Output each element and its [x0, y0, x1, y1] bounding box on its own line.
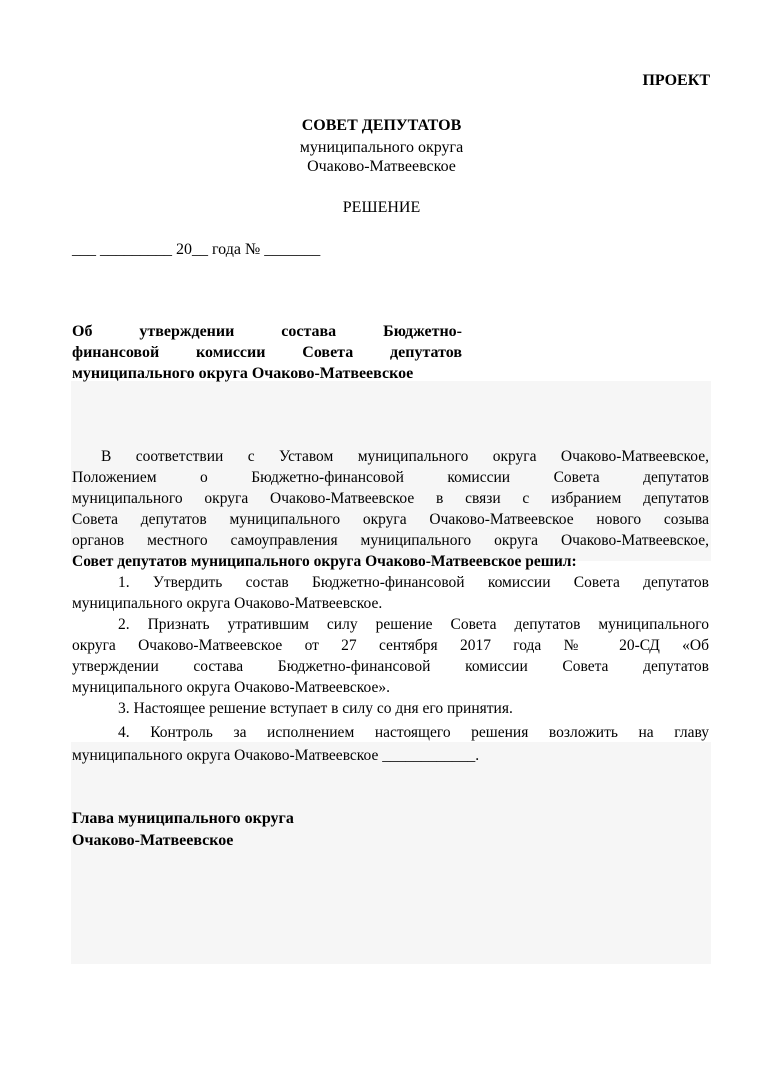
- subject-line: финансовой комиссии Совета депутатов: [72, 344, 462, 361]
- subject-line: муниципального округа Очаково-Матвеевское: [72, 365, 414, 382]
- list-item: 4. Контроль за исполнением настоящего решения возложить на главу: [118, 724, 709, 741]
- preamble-line: Положением о Бюджетно-финансовой комиссии Совета депутатов: [72, 469, 709, 486]
- list-item: округа Очаково-Матвеевское от 27 сентября 2017 года № 20-СД «Об: [72, 637, 709, 654]
- list-item: 3. Настоящее решение вступает в силу со дня его принятия.: [118, 700, 513, 717]
- signature-title: Глава муниципального округа: [72, 810, 294, 827]
- subject-line: Об утверждении состава Бюджетно-: [72, 323, 462, 340]
- preamble-line: муниципального округа Очаково-Матвеевское в связи с избранием депутатов: [72, 490, 709, 507]
- preamble-line: Совета депутатов муниципального округа Очаково-Матвеевское нового созыва: [72, 511, 709, 528]
- signature-block: [72, 808, 294, 852]
- council-title: СОВЕТ ДЕПУТАТОВ: [301, 117, 462, 134]
- preamble-line: органов местного самоуправления муниципального округа Очаково-Матвеевское,: [72, 532, 709, 549]
- district-line-1: муниципального округа: [299, 139, 464, 156]
- list-item: муниципального округа Очаково-Матвеевское.: [72, 595, 383, 612]
- decision-line: Совет депутатов муниципального округа Очаково-Матвеевское решил:: [72, 553, 577, 570]
- signature-district: Очаково-Матвеевское: [72, 832, 234, 849]
- list-item: утверждении состава Бюджетно-финансовой комиссии Совета депутатов: [72, 658, 709, 675]
- subject-block: [72, 321, 462, 384]
- shaded-region: [71, 742, 711, 964]
- preamble-line: В соответствии с Уставом муниципального округа Очаково-Матвеевское,: [101, 448, 709, 465]
- district-line-2: Очаково-Матвеевское: [307, 158, 456, 175]
- list-item: 1. Утвердить состав Бюджетно-финансовой комиссии Совета депутатов: [118, 574, 709, 591]
- draft-label: ПРОЕКТ: [642, 72, 710, 89]
- document-type: РЕШЕНИЕ: [342, 199, 421, 216]
- decision-items: [72, 572, 709, 766]
- list-item: 2. Признать утратившим силу решение Совета депутатов муниципального: [118, 616, 709, 633]
- list-item: муниципального округа Очаково-Матвеевское».: [72, 679, 390, 696]
- list-item: муниципального округа Очаково-Матвеевское ____________.: [72, 747, 480, 764]
- date-number-line: ___ _________ 20__ года № _______: [72, 241, 321, 258]
- preamble: [72, 446, 709, 572]
